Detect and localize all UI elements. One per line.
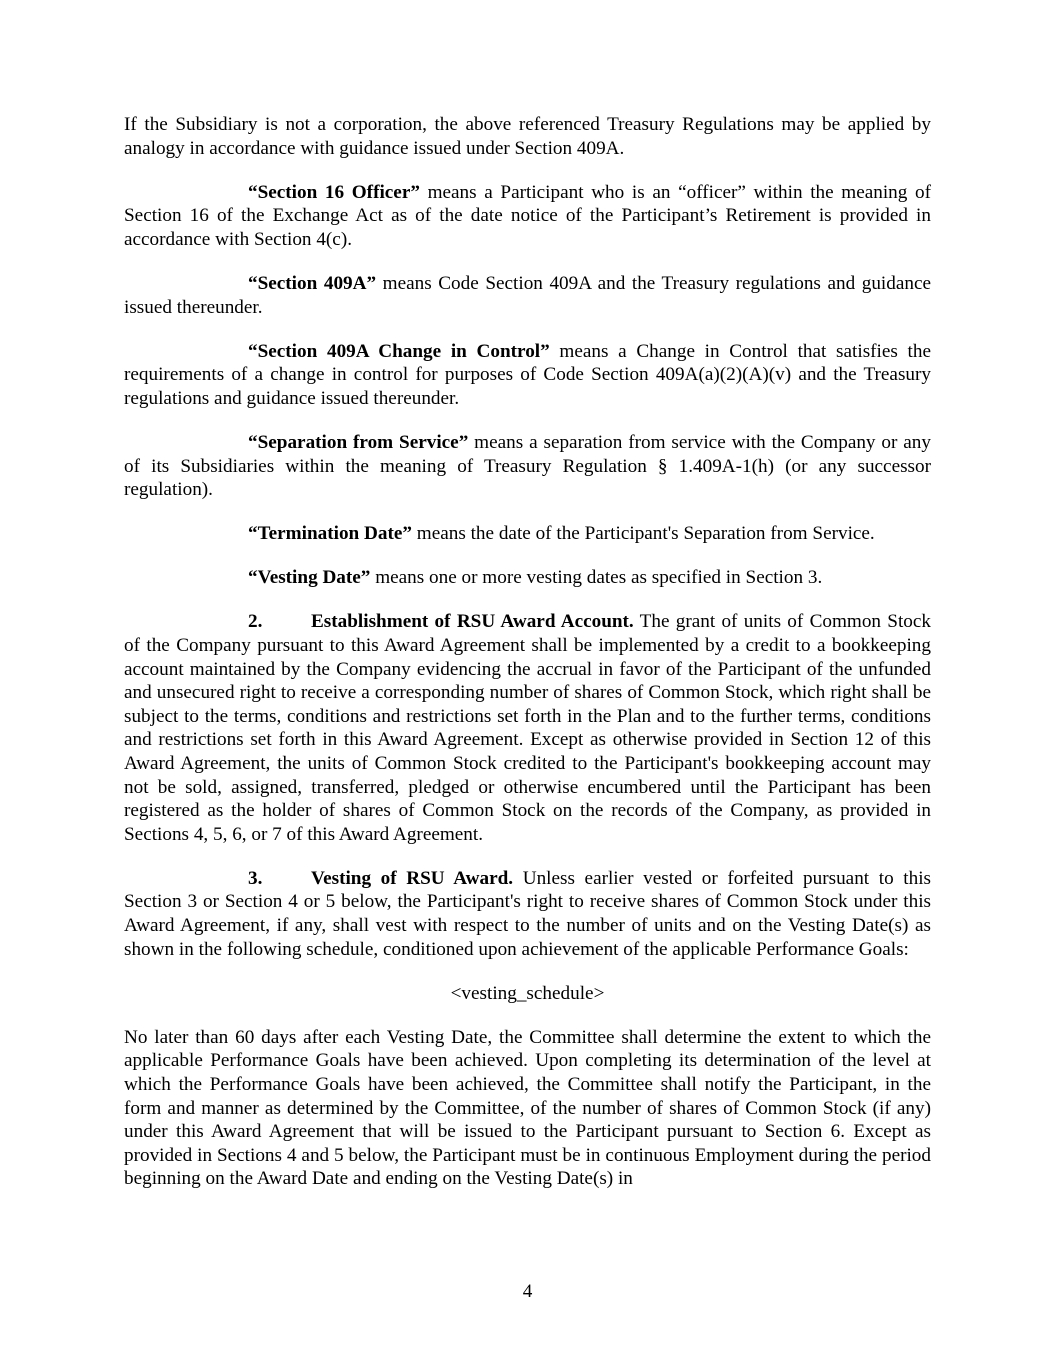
section-number: 2. — [248, 611, 263, 633]
section-number: 3. — [248, 867, 263, 889]
definition-text: means a Change in Control that satisfies the requirements of a change in control for purposes of Code Section 409A(a)(2)(A)(v) and the Treasury regulations and guidance issued thereunder. — [124, 340, 931, 409]
defined-term: “Section 409A Change in Control” — [248, 340, 550, 362]
paragraph-subsidiary-note: If the Subsidiary is not a corporation, the above referenced Treasury Regulations may be applied by analogy in accordance with guidance issued under Section 409A. — [124, 114, 931, 159]
definition-termination-date — [124, 522, 931, 546]
definition-text: means one or more vesting dates as specified in Section 3. — [370, 567, 823, 589]
defined-term: “Section 16 Officer” — [248, 181, 420, 203]
definition-section-16-officer — [124, 181, 931, 252]
defined-term: “Vesting Date” — [248, 567, 371, 589]
page-number: 4 — [522, 1281, 533, 1302]
defined-term: “Section 409A” — [248, 272, 377, 294]
definition-text: means a separation from service with the Company or any of its Subsidiaries within the meaning of Treasury Regulation § 1.409A-1(h) (or any successor regulation). — [124, 431, 931, 501]
document-body — [124, 113, 931, 1211]
definition-text: means Code Section 409A and the Treasury regulations and guidance issued thereunder. — [124, 272, 931, 318]
definition-text: means a Participant who is an “officer” within the meaning of Section 16 of the Exchange Act as of the date notice of the Participant’s Retirement is provided in accordance with Section 4(c). — [124, 181, 932, 250]
section-heading: Vesting of RSU Award. — [311, 867, 514, 889]
paragraph-committee-determination: No later than 60 days after each Vesting Date, the Committee shall determine the extent to which the applicable Performance Goals have been achieved. Upon completing its determination of the level at which the Performance Goals have been achieved, the Committee shall notify the Participant, in the form and manner as determined by the Committee, of the number of shares of Common Stock (if any) under this Award Agreement that will be issued to the Participant pursuant to Section 6. Except as provided in Sections 4 and 5 below, the Participant must be in continuous Employment during the period beginning on the Award Date and ending on the Vesting Date(s) in — [124, 1026, 931, 1190]
section-2-rsu-award-account — [124, 610, 931, 846]
defined-term: “Separation from Service” — [248, 431, 469, 453]
section-text: The grant of units of Common Stock of the Company pursuant to this Award Agreement shall be implemented by a credit to a bookkeeping account maintained by the Company evidencing the accrual in favor of the Participant of the unfunded and unsecured right to receive a corresponding number of shares of Common Stock, which right shall be subject to the terms, conditions and restrictions set forth in the Plan and to the further terms, conditions and restrictions set forth in this Award Agreement. Except as otherwise provided in Section 12 of this Award Agreement, the units of Common Stock credited to the Participant's bookkeeping account may not be sold, assigned, transferred, pledged or otherwise encumbered until the Participant has been registered as the holder of shares of Common Stock on the records of the Company, as provided in Sections 4, 5, 6, or 7 of this Award Agreement. — [124, 611, 931, 845]
section-text: Unless earlier vested or forfeited pursuant to this Section 3 or Section 4 or 5 below, the Participant's right to receive shares of Common Stock under this Award Agreement, if any, shall vest with respect to the number of units and on the Vesting Date(s) as shown in the following schedule, conditioned upon achievement of the applicable Performance Goals: — [124, 867, 932, 960]
definition-section-409a-change-in-control — [124, 340, 931, 411]
vesting-schedule-placeholder: <vesting_schedule> — [450, 982, 605, 1004]
definition-separation-from-service — [124, 431, 931, 502]
definition-text: means the date of the Participant's Separation from Service. — [411, 523, 875, 545]
section-3-vesting-of-rsu-award — [124, 867, 931, 961]
defined-term: “Termination Date” — [248, 523, 412, 545]
section-heading: Establishment of RSU Award Account. — [311, 611, 634, 633]
definition-vesting-date — [124, 566, 931, 590]
definition-section-409a — [124, 272, 931, 319]
